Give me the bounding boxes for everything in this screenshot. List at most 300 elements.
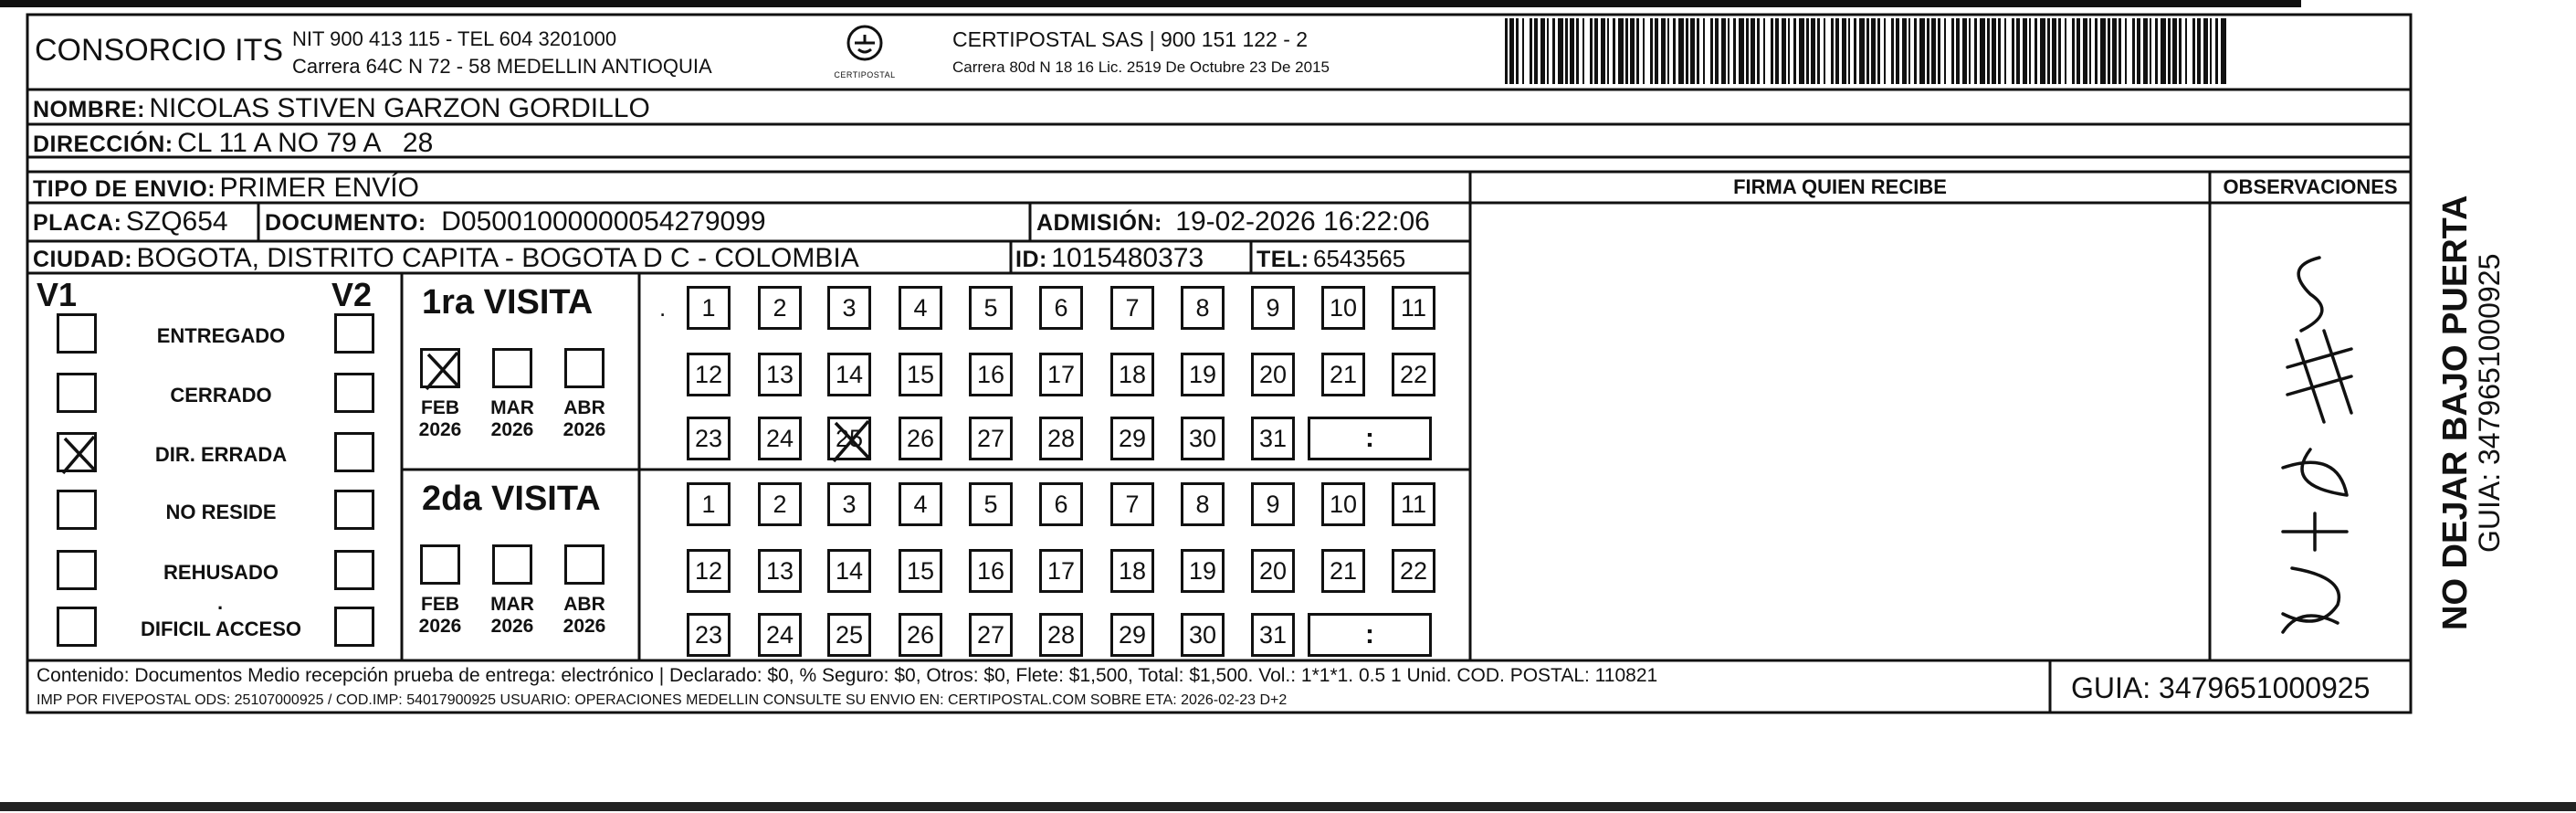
certipostal-logo <box>833 24 897 79</box>
day-box[interactable] <box>758 286 802 330</box>
day-box[interactable] <box>687 353 731 396</box>
day-number: 16 <box>976 360 1005 388</box>
tipo-row <box>33 173 419 204</box>
id-label: ID: <box>1015 247 1047 272</box>
barcode-bar <box>1927 18 1929 84</box>
barcode-bar <box>1799 18 1804 84</box>
barcode-bar <box>1618 18 1624 84</box>
barcode-bar <box>2052 18 2056 84</box>
documento-label: DOCUMENTO: <box>265 210 426 236</box>
day-number: 24 <box>765 620 794 649</box>
day-box[interactable] <box>899 482 942 526</box>
barcode-bar <box>1590 18 1593 84</box>
v2-checkbox-cerrado[interactable] <box>334 373 374 413</box>
day-box[interactable] <box>687 286 731 330</box>
ciudad-label: CIUDAD: <box>33 247 133 272</box>
barcode-bar <box>1866 18 1869 84</box>
day-number: 15 <box>906 360 935 388</box>
v1-label: V1 <box>37 276 78 313</box>
barcode-bar <box>1703 18 1705 84</box>
month-year: 2026 <box>490 419 534 440</box>
day-number: 18 <box>1118 556 1147 585</box>
day-number: 31 <box>1258 620 1288 649</box>
visit-month-checkbox[interactable] <box>420 544 460 585</box>
barcode-bar <box>1516 18 1519 84</box>
day-box[interactable] <box>1110 286 1154 330</box>
barcode-bar <box>1771 18 1773 84</box>
v1-checkbox-dificil-acceso[interactable] <box>57 607 97 647</box>
day-number: 13 <box>765 360 794 388</box>
barcode-bar <box>2155 18 2158 84</box>
day-box[interactable] <box>687 417 731 460</box>
logo-text: CERTIPOSTAL <box>834 70 896 79</box>
day-box[interactable] <box>1321 286 1365 330</box>
barcode-bar <box>1782 18 1786 84</box>
barcode-bar <box>1980 18 1985 84</box>
month-name: FEB <box>421 397 459 418</box>
barcode-bar <box>1763 18 1765 84</box>
barcode-bar <box>2168 18 2171 84</box>
barcode-bar <box>1914 18 1917 84</box>
barcode-bar <box>1817 18 1820 84</box>
v2-checkbox-no-reside[interactable] <box>334 490 374 530</box>
time-separator: : <box>1365 423 1374 453</box>
barcode-bar <box>1842 18 1846 84</box>
day-box[interactable] <box>899 286 942 330</box>
day-box[interactable] <box>1321 549 1365 593</box>
barcode-bar <box>1686 18 1688 84</box>
barcode-bar <box>1728 18 1730 84</box>
barcode-bar <box>2047 18 2050 84</box>
day-number: 17 <box>1046 556 1076 585</box>
day-number: 23 <box>694 424 723 452</box>
barcode-bar <box>1831 18 1834 84</box>
barcode-bar <box>1919 18 1925 84</box>
carrier-name: CERTIPOSTAL SAS | 900 151 122 - 2 <box>952 27 1309 51</box>
direccion-value: CL 11 A NO 79 A 28 <box>177 128 434 158</box>
day-number: 21 <box>1329 360 1358 388</box>
day-number: 4 <box>913 293 928 322</box>
day-number: 19 <box>1188 556 1217 585</box>
day-number: 10 <box>1329 293 1358 322</box>
day-box[interactable] <box>1181 613 1225 657</box>
barcode-bar <box>2112 18 2117 84</box>
barcode-bar <box>1601 18 1605 84</box>
visit-month-checkbox[interactable] <box>564 544 605 585</box>
barcode <box>1505 18 2235 84</box>
visit-month-checkbox[interactable] <box>492 544 532 585</box>
day-box[interactable] <box>1181 549 1225 593</box>
barcode-bar <box>2058 18 2061 84</box>
barcode-bar <box>1643 18 1645 84</box>
day-number: 1 <box>701 293 716 322</box>
day-number: 16 <box>976 556 1005 585</box>
admision-field <box>1036 206 1430 238</box>
day-box[interactable] <box>1321 482 1365 526</box>
barcode-bar <box>1697 18 1699 84</box>
barcode-bar <box>1509 18 1514 84</box>
barcode-bar <box>2125 18 2127 84</box>
barcode-bar <box>1565 18 1568 84</box>
tipo-value: PRIMER ENVÍO <box>219 173 419 203</box>
barcode-bar <box>1884 18 1886 84</box>
month-year: 2026 <box>418 616 462 637</box>
day-box[interactable] <box>687 549 731 593</box>
barcode-bar <box>2004 18 2006 84</box>
barcode-bar <box>1746 18 1749 84</box>
barcode-bar <box>1891 18 1894 84</box>
barcode-bar <box>2016 18 2020 84</box>
day-box[interactable] <box>899 417 942 460</box>
day-number: 2 <box>773 490 787 518</box>
barcode-bar <box>2108 18 2110 84</box>
day-box[interactable] <box>1039 286 1083 330</box>
day-number: 12 <box>694 360 723 388</box>
barcode-bar <box>1661 18 1666 84</box>
day-number: 15 <box>906 556 935 585</box>
barcode-bar <box>1877 18 1880 84</box>
status-label: CERRADO <box>170 384 272 406</box>
visit-month-label <box>557 397 612 441</box>
day-box[interactable] <box>899 613 942 657</box>
admision-value: 19-02-2026 16:22:06 <box>1175 206 1430 237</box>
v2-label: V2 <box>331 276 373 313</box>
day-box[interactable] <box>827 482 871 526</box>
day-number: 3 <box>842 490 857 518</box>
day-number: 3 <box>842 293 857 322</box>
barcode-bar <box>1710 18 1713 84</box>
day-box[interactable] <box>827 417 871 460</box>
day-box[interactable] <box>1321 353 1365 396</box>
day-number: 22 <box>1399 360 1428 388</box>
day-box[interactable] <box>899 549 942 593</box>
barcode-bar <box>1793 18 1796 84</box>
direccion-row <box>33 128 433 159</box>
day-box[interactable] <box>827 353 871 396</box>
day-number: 9 <box>1266 293 1280 322</box>
visit-month-checkbox[interactable] <box>492 348 532 388</box>
month-name: MAR <box>490 594 534 615</box>
day-box[interactable] <box>1181 286 1225 330</box>
day-number: 28 <box>1046 424 1076 452</box>
barcode-bar <box>1570 18 1574 84</box>
barcode-bar <box>2100 18 2106 84</box>
barcode-bar <box>2065 18 2066 84</box>
day-box[interactable] <box>1110 417 1154 460</box>
month-year: 2026 <box>490 616 534 637</box>
barcode-bar <box>1998 18 2001 84</box>
barcode-bar <box>1902 18 1907 84</box>
company-nit: NIT 900 413 115 - TEL 604 3201000 <box>292 27 617 50</box>
day-number: 30 <box>1188 424 1217 452</box>
day-number: 9 <box>1266 490 1280 518</box>
v1-checkbox-no-reside[interactable] <box>57 490 97 530</box>
day-number: 18 <box>1118 360 1147 388</box>
barcode-bar <box>2029 18 2031 84</box>
bullet-dot: · <box>217 597 225 619</box>
barcode-bar <box>2192 18 2195 84</box>
placa-label: PLACA: <box>33 210 122 236</box>
barcode-bar <box>1974 18 1977 84</box>
v2-checkbox-entregado[interactable] <box>334 313 374 354</box>
time-box[interactable] <box>1308 417 1432 460</box>
barcode-bar <box>1673 18 1676 84</box>
day-number: 5 <box>983 293 998 322</box>
day-number: 22 <box>1399 556 1428 585</box>
day-number: 29 <box>1118 620 1147 649</box>
day-number: 29 <box>1118 424 1147 452</box>
barcode-bar <box>1547 18 1549 84</box>
barcode-bar <box>1530 18 1532 84</box>
barcode-bar <box>1678 18 1684 84</box>
tel-value: 6543565 <box>1313 245 1406 272</box>
footer-contenido: Contenido: Documentos Medio recepción prueba de entrega: electrónico | Declarado: $0, % Seguro: $0, Otros: $0, Flete: $1,500, Total: $1,500. Vol.: 1*1*1. 0.5 1 Unid. COD. POSTAL: 110821 <box>37 665 1658 686</box>
day-box[interactable] <box>1039 482 1083 526</box>
day-box[interactable] <box>1181 353 1225 396</box>
v1-checkbox-cerrado[interactable] <box>57 373 97 413</box>
barcode-bar <box>1739 18 1744 84</box>
visit-title: 2da VISITA <box>422 480 601 518</box>
day-box[interactable] <box>758 417 802 460</box>
day-number: 24 <box>765 424 794 452</box>
time-separator: : <box>1365 619 1374 649</box>
visit-month-checkbox[interactable] <box>564 348 605 388</box>
barcode-bar <box>2150 18 2151 84</box>
day-number: 11 <box>1400 293 1427 322</box>
observaciones-header: OBSERVACIONES <box>2223 175 2398 198</box>
barcode-bar <box>1715 18 1719 84</box>
v2-checkbox-rehusado[interactable] <box>334 550 374 590</box>
visit-title: 1ra VISITA <box>422 283 594 322</box>
day-number: 17 <box>1046 360 1076 388</box>
day-box[interactable] <box>827 286 871 330</box>
day-box[interactable] <box>1039 549 1083 593</box>
month-name: FEB <box>421 594 459 615</box>
barcode-bar <box>2197 18 2201 84</box>
day-number: 2 <box>773 293 787 322</box>
visit-month-checkbox[interactable] <box>420 348 460 388</box>
barcode-bar <box>2161 18 2166 84</box>
day-box[interactable] <box>827 613 871 657</box>
barcode-bar <box>2012 18 2014 84</box>
day-box[interactable] <box>1039 613 1083 657</box>
barcode-bar <box>1848 18 1850 84</box>
observaciones-handwriting <box>2210 203 2411 660</box>
day-number: 4 <box>913 490 928 518</box>
id-field <box>1015 243 1204 274</box>
barcode-bar <box>2077 18 2080 84</box>
check-mark-icon <box>59 435 100 475</box>
day-box[interactable] <box>1039 417 1083 460</box>
barcode-bar <box>1636 18 1639 84</box>
day-number: 19 <box>1188 360 1217 388</box>
barcode-bar <box>2035 18 2037 84</box>
v2-checkbox-dir-errada[interactable] <box>334 432 374 472</box>
barcode-bar <box>2210 18 2212 84</box>
barcode-bar <box>1607 18 1609 84</box>
day-number: 26 <box>906 424 935 452</box>
side-guia: GUIA: 3479651000925 <box>2473 253 2506 553</box>
barcode-bar <box>2132 18 2135 84</box>
day-box[interactable] <box>1392 549 1435 593</box>
status-label: DIR. ERRADA <box>154 443 288 466</box>
barcode-bar <box>2119 18 2121 84</box>
barcode-bar <box>1951 18 1954 84</box>
day-box[interactable] <box>1251 353 1295 396</box>
barcode-bar <box>2179 18 2182 84</box>
barcode-bar <box>1757 18 1760 84</box>
barcode-bar <box>1540 18 1545 84</box>
barcode-bar <box>1854 18 1856 84</box>
time-box[interactable] <box>1308 613 1432 657</box>
documento-value: D05001000000054279099 <box>441 206 766 237</box>
barcode-bar <box>1552 18 1555 84</box>
placa-value: SZQ654 <box>125 206 228 237</box>
day-box[interactable] <box>1110 549 1154 593</box>
day-number: 7 <box>1125 490 1140 518</box>
barcode-bar <box>1650 18 1653 84</box>
day-number: 25 <box>835 424 864 452</box>
day-box[interactable] <box>969 417 1013 460</box>
status-label: NO RESIDE <box>165 501 277 523</box>
day-number: 23 <box>694 620 723 649</box>
barcode-bar <box>1962 18 1967 84</box>
nombre-label: NOMBRE: <box>33 97 145 122</box>
day-box[interactable] <box>1251 549 1295 593</box>
stray-dot: . <box>659 294 667 322</box>
barcode-bar <box>1824 18 1825 84</box>
barcode-bar <box>1655 18 1658 84</box>
day-number: 11 <box>1400 490 1427 518</box>
status-label: REHUSADO <box>163 561 279 584</box>
barcode-bar <box>1721 18 1726 84</box>
day-box[interactable] <box>1181 417 1225 460</box>
day-number: 26 <box>906 620 935 649</box>
day-box[interactable] <box>1110 613 1154 657</box>
day-number: 12 <box>694 556 723 585</box>
day-number: 31 <box>1258 424 1288 452</box>
barcode-bar <box>1522 18 1524 84</box>
footer-guia: GUIA: 3479651000925 <box>2071 671 2371 704</box>
barcode-bar <box>1630 18 1635 84</box>
footer-imp: IMP POR FIVEPOSTAL ODS: 25107000925 / COD.IMP: 54017900925 USUARIO: OPERACIONES MEDELLIN CONSULTE SU ENVIO EN: CERTIPOSTAL.COM SOBRE ETA: 2026-02-23 D+2 <box>37 692 1288 708</box>
visit-month-label <box>413 397 468 441</box>
visit-month-label <box>485 397 540 441</box>
barcode-bar <box>1859 18 1865 84</box>
status-label: ENTREGADO <box>156 324 286 347</box>
barcode-bar <box>1992 18 1996 84</box>
day-number: 5 <box>983 490 998 518</box>
day-box[interactable] <box>969 549 1013 593</box>
day-box[interactable] <box>969 482 1013 526</box>
day-box[interactable] <box>1181 482 1225 526</box>
day-box[interactable] <box>969 353 1013 396</box>
day-number: 7 <box>1125 293 1140 322</box>
tipo-label: TIPO DE ENVIO: <box>33 176 216 202</box>
v1-checkbox-dir-errada[interactable] <box>57 432 97 472</box>
barcode-bar <box>1931 18 1936 84</box>
documento-field <box>265 206 766 238</box>
barcode-bar <box>1582 18 1584 84</box>
day-number: 20 <box>1258 360 1288 388</box>
month-name: ABR <box>563 594 605 615</box>
day-number: 8 <box>1195 293 1210 322</box>
nombre-value: NICOLAS STIVEN GARZON GORDILLO <box>149 93 650 123</box>
month-year: 2026 <box>563 419 606 440</box>
day-box[interactable] <box>687 613 731 657</box>
day-box[interactable] <box>1110 482 1154 526</box>
day-number: 8 <box>1195 490 1210 518</box>
barcode-bar <box>1806 18 1809 84</box>
day-number: 13 <box>765 556 794 585</box>
barcode-bar <box>1558 18 1563 84</box>
day-box[interactable] <box>758 549 802 593</box>
direccion-label: DIRECCIÓN: <box>33 132 173 157</box>
day-box[interactable] <box>1039 353 1083 396</box>
barcode-bar <box>1534 18 1538 84</box>
barcode-bar <box>2172 18 2177 84</box>
day-box[interactable] <box>899 353 942 396</box>
v1-checkbox-entregado[interactable] <box>57 313 97 354</box>
barcode-bar <box>1613 18 1615 84</box>
placa-field <box>33 206 228 238</box>
barcode-bar <box>1751 18 1755 84</box>
certipostal-logo-icon <box>844 24 886 66</box>
day-box[interactable] <box>758 353 802 396</box>
barcode-bar <box>2089 18 2091 84</box>
day-number: 14 <box>835 360 864 388</box>
day-box[interactable] <box>758 482 802 526</box>
barcode-bar <box>2072 18 2075 84</box>
day-box[interactable] <box>1392 482 1435 526</box>
month-name: ABR <box>563 397 605 418</box>
handwriting-text: Calle # Apto <box>2329 641 2334 642</box>
barcode-bar <box>1938 18 1940 84</box>
day-box[interactable] <box>827 549 871 593</box>
barcode-bar <box>1956 18 1960 84</box>
day-box[interactable] <box>969 613 1013 657</box>
id-value: 1015480373 <box>1051 243 1204 273</box>
barcode-bar <box>2203 18 2208 84</box>
day-box[interactable] <box>758 613 802 657</box>
day-box[interactable] <box>1251 286 1295 330</box>
day-number: 20 <box>1258 556 1288 585</box>
admision-label: ADMISIÓN: <box>1036 210 1162 236</box>
day-box[interactable] <box>1251 613 1295 657</box>
day-number: 10 <box>1329 490 1358 518</box>
day-box[interactable] <box>1251 417 1295 460</box>
day-box[interactable] <box>687 482 731 526</box>
barcode-bar <box>1969 18 1971 84</box>
barcode-bar <box>1788 18 1790 84</box>
v1-checkbox-rehusado[interactable] <box>57 550 97 590</box>
nombre-row <box>33 93 650 124</box>
day-box[interactable] <box>1110 353 1154 396</box>
month-year: 2026 <box>563 616 606 637</box>
barcode-bar <box>1835 18 1839 84</box>
barcode-bar <box>2221 18 2226 84</box>
v2-checkbox-dificil-acceso[interactable] <box>334 607 374 647</box>
barcode-bar <box>2215 18 2218 84</box>
day-box[interactable] <box>1392 286 1435 330</box>
day-box[interactable] <box>1251 482 1295 526</box>
firma-header: FIRMA QUIEN RECIBE <box>1733 175 1947 198</box>
barcode-bar <box>1733 18 1736 84</box>
visit-month-label <box>485 594 540 638</box>
day-box[interactable] <box>969 286 1013 330</box>
day-number: 6 <box>1054 490 1068 518</box>
day-box[interactable] <box>1392 353 1435 396</box>
